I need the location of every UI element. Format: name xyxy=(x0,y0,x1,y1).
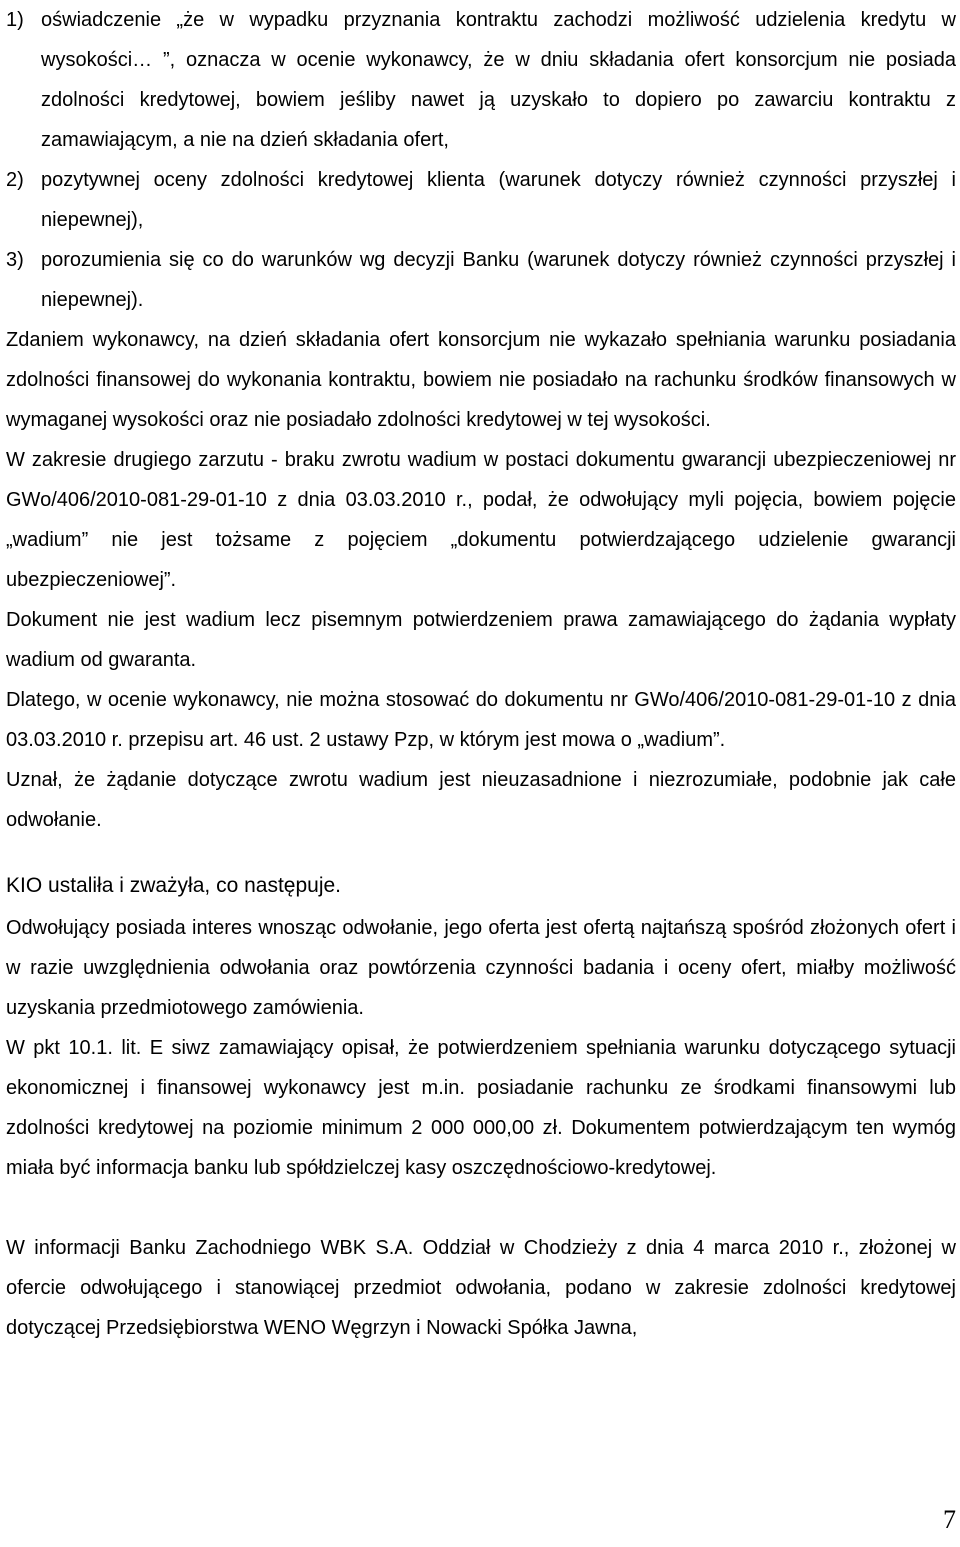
blank-line xyxy=(6,1188,956,1228)
list-item-text: porozumienia się co do warunków wg decyzji Banku (warunek dotyczy również czynności przyszłej i niepewnej). xyxy=(41,249,956,311)
document-page xyxy=(6,0,956,1348)
list-item-number: 3) xyxy=(6,249,24,271)
list-item xyxy=(6,160,956,240)
list-item-number: 2) xyxy=(6,169,24,191)
paragraph: W zakresie drugiego zarzutu - braku zwrotu wadium w postaci dokumentu gwarancji ubezpieczeniowej nr GWo/406/2010-081-29-01-10 z dnia 03.03.2010 r., podał, że odwołujący myli pojęcia, bowiem pojęcie „wadium” nie jest tożsame z pojęciem „dokumentu potwierdzającego udzielenie gwarancji ubezpieczeniowej”. xyxy=(6,449,956,591)
list-item-text: pozytywnej oceny zdolności kredytowej klienta (warunek dotyczy również czynności przyszłej i niepewnej), xyxy=(41,169,956,231)
paragraph: W pkt 10.1. lit. E siwz zamawiający opisał, że potwierdzeniem spełniania warunku dotyczącego sytuacji ekonomicznej i finansowej wykonawcy jest m.in. posiadanie rachunku ze środkami finansowymi lub zdolności kredytowej na poziomie minimum 2 000 000,00 zł. Dokumentem potwierdzającym ten wymóg miała być informacja banku lub spółdzielczej kasy oszczędnościowo-kredytowej. xyxy=(6,1037,956,1179)
paragraph: Uznał, że żądanie dotyczące zwrotu wadium jest nieuzasadnione i niezrozumiałe, podobnie jak całe odwołanie. xyxy=(6,769,956,831)
list-item xyxy=(6,0,956,160)
list-item-number: 1) xyxy=(6,9,24,31)
page-number: 7 xyxy=(943,1505,956,1534)
paragraph: W informacji Banku Zachodniego WBK S.A. Oddział w Chodzieży z dnia 4 marca 2010 r., złożonej w ofercie odwołującego i stanowiącej przedmiot odwołania, podano w zakresie zdolności kredytowej dotyczącej Przedsiębiorstwa WENO Węgrzyn i Nowacki Spółka Jawna, xyxy=(6,1237,956,1339)
paragraph: Zdaniem wykonawcy, na dzień składania ofert konsorcjum nie wykazało spełniania warunku posiadania zdolności finansowej do wykonania kontraktu, bowiem nie posiadało na rachunku środków finansowych w wymaganej wysokości oraz nie posiadało zdolności kredytowej w tej wysokości. xyxy=(6,329,956,431)
paragraph: Dlatego, w ocenie wykonawcy, nie można stosować do dokumentu nr GWo/406/2010-081-29-01-10 z dnia 03.03.2010 r. przepisu art. 46 ust. 2 ustawy Pzp, w którym jest mowa o „wadium”. xyxy=(6,689,956,751)
paragraph: Dokument nie jest wadium lecz pisemnym potwierdzeniem prawa zamawiającego do żądania wypłaty wadium od gwaranta. xyxy=(6,609,956,671)
list-item xyxy=(6,240,956,320)
paragraph: Odwołujący posiada interes wnosząc odwołanie, jego oferta jest ofertą najtańszą spośród złożonych ofert i w razie uwzględnienia odwołania oraz powtórzenia czynności badania i oceny ofert, miałby możliwość uzyskania przedmiotowego zamówienia. xyxy=(6,917,956,1019)
numbered-list xyxy=(6,0,956,320)
list-item-text: oświadczenie „że w wypadku przyznania kontraktu zachodzi możliwość udzielenia kredytu w wysokości… ”, oznacza w ocenie wykonawcy, że w dniu składania ofert konsorcjum nie posiada zdolności kredytowej, bowiem jeśliby nawet ją uzyskało to dopiero po zawarciu kontraktu z zamawiającym, a nie na dzień składania ofert, xyxy=(41,9,956,151)
section-heading: KIO ustaliła i zważyła, co następuje. xyxy=(6,874,341,897)
